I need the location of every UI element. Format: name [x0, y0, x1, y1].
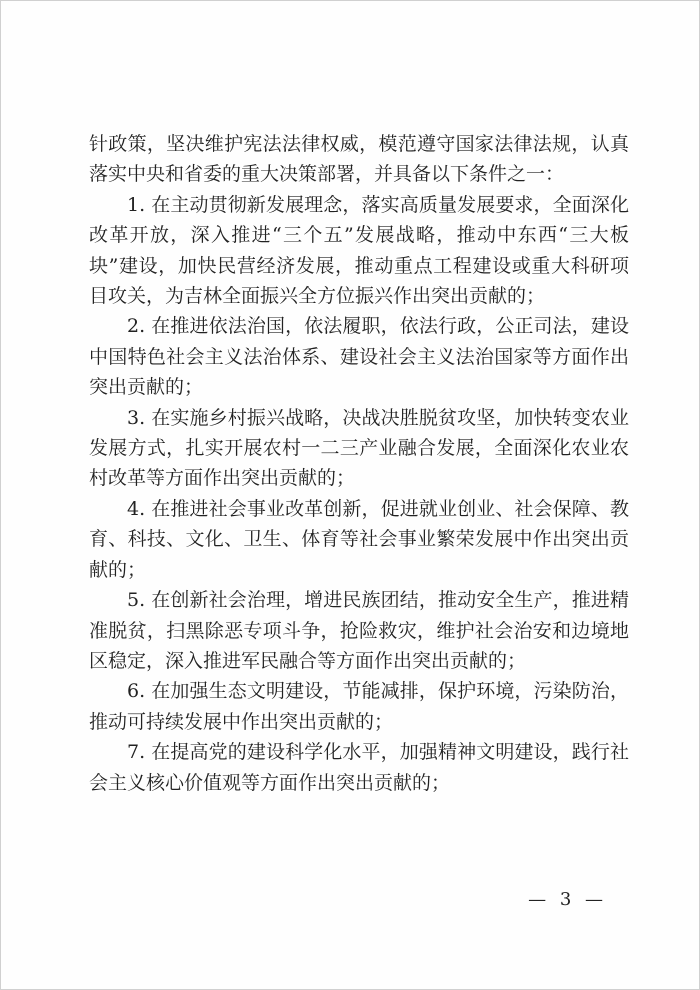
paragraph-item-7: 7. 在提高党的建设科学化水平，加强精神文明建设，践行社会主义核心价值观等方面作出突出贡献的；: [89, 741, 629, 794]
page-number: — 3 —: [528, 889, 607, 910]
paragraph-item-2: 2. 在推进依法治国，依法履职，依法行政，公正司法，建设中国特色社会主义法治体系、建设社会主义法治国家等方面作出突出贡献的；: [89, 315, 629, 399]
paragraph-item-1: 1. 在主动贯彻新发展理念，落实高质量发展要求，全面深化改革开放，深入推进“三个五”发展战略，推动中东西“三大板块”建设，加快民营经济发展，推动重点工程建设或重大科研项目攻关，为吉林全面振兴全方位振兴作出突出贡献的；: [89, 193, 629, 308]
paragraph-item-6: 6. 在加强生态文明建设，节能减排，保护环境，污染防治，推动可持续发展中作出突出贡献的；: [89, 680, 629, 733]
paragraph-item-4: 4. 在推进社会事业改革创新，促进就业创业、社会保障、教育、科技、文化、卫生、体育等社会事业繁荣发展中作出突出贡献的；: [89, 497, 629, 581]
paragraph-item-3: 3. 在实施乡村振兴战略，决战决胜脱贫攻坚，加快转变农业发展方式，扎实开展农村一二三产业融合发展，全面深化农业农村改革等方面作出突出贡献的；: [89, 406, 629, 490]
paragraph-continuation: 针政策，坚决维护宪法法律权威，模范遵守国家法律法规，认真落实中央和省委的重大决策部署，并具备以下条件之一：: [89, 133, 629, 186]
paragraph-item-5: 5. 在创新社会治理，增进民族团结，推动安全生产，推进精准脱贫，扫黑除恶专项斗争，抢险救灾，维护社会治安和边境地区稳定，深入推进军民融合等方面作出突出贡献的；: [89, 589, 629, 672]
document-body: [89, 129, 629, 798]
